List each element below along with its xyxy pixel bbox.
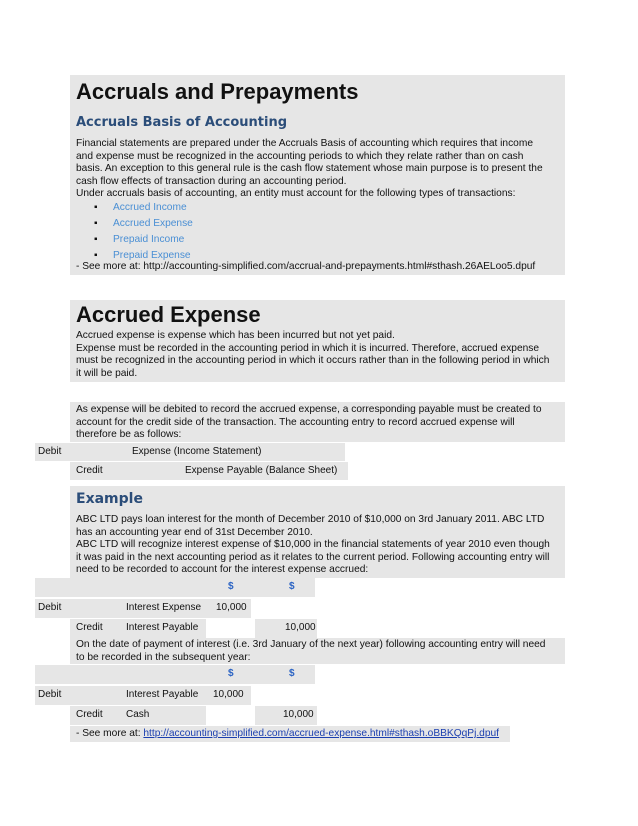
- paragraph-line: On the date of payment of interest (i.e. 3rd January of the next year) following accounting entry will need: [76, 639, 546, 650]
- accrued-expense-paragraph2: [76, 404, 562, 442]
- row-debit: 10,000: [213, 689, 244, 700]
- row-debit: 10,000: [216, 602, 247, 613]
- see-more-accruals: - See more at: http://accounting-simplified.com/accrual-and-prepayments.html#sthash.26AELoo5.dpuf: [76, 261, 536, 272]
- table-header-row: [35, 578, 315, 597]
- paragraph-line: it will be paid.: [76, 367, 138, 379]
- example-paragraph2: [76, 639, 562, 664]
- example-paragraph: [76, 514, 562, 577]
- list-item-accrued-expense[interactable]: ▪ Accrued Expense: [76, 216, 376, 232]
- entry-debit-label: Debit: [38, 446, 62, 457]
- table-header-credit: $: [289, 581, 295, 592]
- row-label: Debit: [38, 602, 62, 613]
- row-label: Credit: [76, 709, 103, 720]
- paragraph-line: ABC LTD will recognize interest expense of $10,000 in the financial statements of year 2010 even though: [76, 539, 550, 551]
- paragraph-line: ABC LTD pays loan interest for the month of December 2010 of $10,000 on 3rd January 2011. ABC LTD: [76, 514, 545, 525]
- paragraph-line: has an accounting year end of 31st December 2010.: [76, 526, 313, 538]
- row-account: Interest Expense: [126, 602, 202, 613]
- row-credit: 10,000: [285, 622, 316, 633]
- entry-credit-label: Credit: [76, 465, 103, 476]
- list-item-prepaid-income[interactable]: ▪ Prepaid Income: [76, 232, 376, 248]
- row-credit: 10,000: [283, 709, 314, 720]
- entry-debit-account: Expense (Income Statement): [132, 446, 262, 457]
- row-label: Credit: [76, 622, 103, 633]
- table-header-credit: $: [289, 668, 295, 679]
- table-header-row: [35, 665, 315, 684]
- table-header-debit: $: [228, 581, 234, 592]
- table-header-debit: $: [228, 668, 234, 679]
- row-account: Interest Payable: [126, 622, 199, 633]
- transaction-types-list: [76, 200, 376, 264]
- see-more-accrued: [76, 728, 499, 741]
- example-heading: Example: [76, 491, 143, 507]
- list-item-prepaid-expense[interactable]: ▪ Prepaid Expense: [76, 248, 376, 264]
- paragraph-line: Expense must be recorded in the accounting period in which it is incurred. Therefore, accrued expense: [76, 342, 540, 354]
- paragraph-line: therefore be as follows:: [76, 429, 182, 441]
- paragraph-line: Accrued expense is expense which has been incurred but not yet paid.: [76, 330, 395, 341]
- paragraph-line: must be recognized in the accounting period in which it occurs rather than in the following period in which: [76, 355, 550, 367]
- accrued-expense-title: Accrued Expense: [76, 302, 261, 327]
- paragraph-line: Financial statements are prepared under the Accruals Basis of accounting which requires that income: [76, 138, 533, 149]
- paragraph-line: Under accruals basis of accounting, an entity must account for the following types of transactions:: [76, 188, 516, 200]
- accruals-basis-heading: Accruals Basis of Accounting: [76, 115, 288, 130]
- paragraph-line: and expense must be recognized in the accounting periods to which they relate rather than on cash: [76, 150, 524, 162]
- row-label: Debit: [38, 689, 62, 700]
- row-account: Cash: [126, 709, 150, 720]
- paragraph-line: need to be recorded to account for the interest expense accrued:: [76, 564, 369, 576]
- paragraph-line: account for the credit side of the transaction. The accounting entry to record accrued expense will: [76, 416, 515, 428]
- entry-credit-account: Expense Payable (Balance Sheet): [185, 465, 338, 476]
- paragraph-line: to be recorded in the subsequent year:: [76, 651, 251, 663]
- accrued-expense-paragraph: [76, 330, 562, 380]
- accruals-basis-paragraph: [76, 138, 562, 201]
- see-more-link[interactable]: http://accounting-simplified.com/accrued-expense.html#sthash.oBBKQqPj.dpuf: [143, 728, 500, 739]
- row-account: Interest Payable: [126, 689, 199, 700]
- see-more-prefix: - See more at:: [76, 728, 144, 739]
- paragraph-line: As expense will be debited to record the accrued expense, a corresponding payable must be created to: [76, 404, 542, 415]
- list-item-accrued-income[interactable]: ▪ Accrued Income: [76, 200, 376, 216]
- page-title: Accruals and Prepayments: [76, 79, 359, 104]
- paragraph-line: basis. An exception to this general rule is the cash flow statement whose main purpose is to present the: [76, 163, 543, 175]
- paragraph-line: it was paid in the next accounting period as it relates to the current period. Following accounting entry will: [76, 551, 550, 563]
- paragraph-line: cash flow effects of transaction during an accounting period.: [76, 175, 347, 187]
